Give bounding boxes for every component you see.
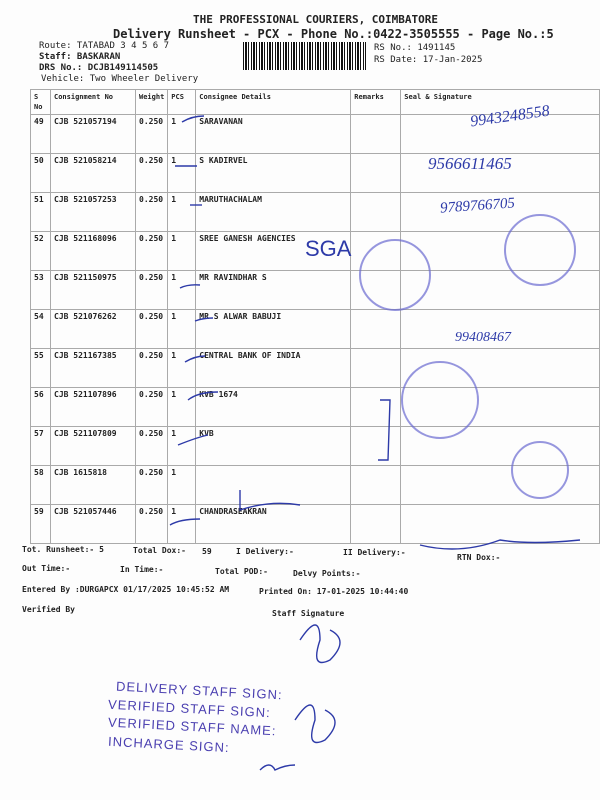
row-seal-signature — [401, 271, 600, 310]
rs-no: RS No.: 1491145 — [374, 43, 456, 53]
col-consignment: Consignment No — [51, 90, 136, 115]
handwritten-phone-4: 99408467 — [455, 330, 511, 345]
company-name: THE PROFESSIONAL COURIERS, COIMBATORE — [193, 13, 439, 26]
runsheet-title: Delivery Runsheet - PCX - Phone No.:0422-3505555 - Page No.:5 — [113, 27, 554, 41]
col-consignee: Consignee Details — [196, 90, 351, 115]
stamp-verified-staff-name: VERIFIED STAFF NAME: — [107, 714, 277, 739]
table-row — [31, 154, 600, 193]
total-dox: Total Dox:- — [133, 546, 186, 555]
table-row — [31, 466, 600, 505]
row-consignment-no: CJB 521057253 — [51, 193, 136, 232]
row-consignee: MR RAVINDHAR S — [196, 271, 351, 310]
in-time: In Time:- — [120, 565, 164, 574]
row-remarks — [351, 115, 401, 154]
rs-date: RS Date: 17-Jan-2025 — [374, 55, 483, 65]
row-consignee: CENTRAL BANK OF INDIA — [196, 349, 351, 388]
row-remarks — [351, 427, 401, 466]
col-remarks: Remarks — [351, 90, 401, 115]
row-seal-signature — [401, 349, 600, 388]
row-consignee: MARUTHACHALAM — [196, 193, 351, 232]
tot-runsheet: Tot. Runsheet:- 5 — [22, 545, 104, 554]
row-weight: 0.250 — [136, 427, 168, 466]
handwritten-phone-1: 9943248558 — [469, 102, 551, 131]
row-weight: 0.250 — [136, 154, 168, 193]
row-consignee: SREE GANESH AGENCIES — [196, 232, 351, 271]
verified-by: Verified By — [22, 605, 75, 614]
row-remarks — [351, 232, 401, 271]
barcode — [243, 42, 366, 70]
row-sno: 58 — [31, 466, 51, 505]
staff: Staff: BASKARAN — [39, 52, 121, 62]
stamp-incharge-sign: INCHARGE SIGN: — [107, 733, 230, 756]
row-weight: 0.250 — [136, 271, 168, 310]
row-consignment-no: CJB 521150975 — [51, 271, 136, 310]
row-consignee: S KADIRVEL — [196, 154, 351, 193]
row-consignee: KVB 1674 — [196, 388, 351, 427]
row-consignee — [196, 466, 351, 505]
row-consignment-no: CJB 521076262 — [51, 310, 136, 349]
row-seal-signature — [401, 505, 600, 544]
stamp-delivery-staff-sign: DELIVERY STAFF SIGN: — [115, 678, 283, 703]
row-weight: 0.250 — [136, 193, 168, 232]
handwritten-phone-3: 9789766705 — [439, 195, 516, 217]
total-pod: Total POD:- — [215, 567, 268, 576]
row-seal-signature — [401, 427, 600, 466]
row-seal-signature — [401, 232, 600, 271]
row-remarks — [351, 154, 401, 193]
row-remarks — [351, 310, 401, 349]
row-consignment-no: CJB 521167385 — [51, 349, 136, 388]
row-weight: 0.250 — [136, 115, 168, 154]
col-seal: Seal & Signature — [401, 90, 600, 115]
total-dox-value: 59 — [202, 547, 212, 556]
entered-by: Entered By :DURGAPCX 01/17/2025 10:45:52 AM — [22, 585, 230, 594]
row-weight: 0.250 — [136, 232, 168, 271]
row-sno: 57 — [31, 427, 51, 466]
row-consignment-no: CJB 1615818 — [51, 466, 136, 505]
row-remarks — [351, 349, 401, 388]
row-consignment-no: CJB 521107896 — [51, 388, 136, 427]
row-consignment-no: CJB 521057446 — [51, 505, 136, 544]
row-pcs: 1 — [168, 388, 196, 427]
row-sno: 52 — [31, 232, 51, 271]
row-weight: 0.250 — [136, 466, 168, 505]
table-row — [31, 310, 600, 349]
col-weight: Weight — [136, 90, 168, 115]
row-pcs: 1 — [168, 505, 196, 544]
row-pcs: 1 — [168, 349, 196, 388]
row-pcs: 1 — [168, 427, 196, 466]
row-pcs: 1 — [168, 271, 196, 310]
handwritten-phone-2: 9566611465 — [428, 154, 512, 173]
staff-signature-label: Staff Signature — [272, 609, 345, 618]
row-consignment-no: CJB 521058214 — [51, 154, 136, 193]
route: Route: TATABAD 3 4 5 6 7 — [39, 41, 170, 51]
row-sno: 59 — [31, 505, 51, 544]
row-pcs: 1 — [168, 193, 196, 232]
row-pcs: 1 — [168, 232, 196, 271]
row-sno: 55 — [31, 349, 51, 388]
table-row — [31, 427, 600, 466]
row-remarks — [351, 193, 401, 232]
table-row — [31, 388, 600, 427]
stamp-verified-staff-sign: VERIFIED STAFF SIGN: — [107, 696, 272, 721]
table-row — [31, 271, 600, 310]
row-weight: 0.250 — [136, 388, 168, 427]
drs-no: DRS No.: DCJB149114505 — [39, 63, 159, 73]
row-sno: 54 — [31, 310, 51, 349]
row-consignee: KVB — [196, 427, 351, 466]
row-consignment-no: CJB 521057194 — [51, 115, 136, 154]
table-row — [31, 349, 600, 388]
row-weight: 0.250 — [136, 505, 168, 544]
table-row — [31, 505, 600, 544]
row-weight: 0.250 — [136, 349, 168, 388]
row-consignee: SARAVANAN — [196, 115, 351, 154]
row-pcs: 1 — [168, 154, 196, 193]
row-weight: 0.250 — [136, 310, 168, 349]
row-sno: 56 — [31, 388, 51, 427]
ii-delivery: II Delivery:- — [343, 548, 406, 557]
row-pcs: 1 — [168, 310, 196, 349]
row-seal-signature — [401, 388, 600, 427]
row-remarks — [351, 466, 401, 505]
row-sno: 50 — [31, 154, 51, 193]
vehicle: Vehicle: Two Wheeler Delivery — [41, 74, 199, 84]
row-remarks — [351, 505, 401, 544]
row-consignee: MR S ALWAR BABUJI — [196, 310, 351, 349]
delvy-points: Delvy Points:- — [293, 569, 361, 578]
row-seal-signature — [401, 466, 600, 505]
row-sno: 49 — [31, 115, 51, 154]
row-consignment-no: CJB 521168096 — [51, 232, 136, 271]
col-sno: S No — [31, 90, 51, 115]
printed-on: Printed On: 17-01-2025 10:44:40 — [259, 587, 409, 596]
row-remarks — [351, 271, 401, 310]
runsheet-table — [30, 89, 600, 544]
row-consignment-no: CJB 521107809 — [51, 427, 136, 466]
out-time: Out Time:- — [22, 564, 71, 573]
col-pcs: PCS — [168, 90, 196, 115]
row-sno: 53 — [31, 271, 51, 310]
rtn-dox: RTN Dox:- — [457, 553, 501, 562]
row-remarks — [351, 388, 401, 427]
handwritten-sga: SGA — [305, 236, 352, 261]
row-consignee: CHANDRASEAKRAN — [196, 505, 351, 544]
row-sno: 51 — [31, 193, 51, 232]
row-pcs: 1 — [168, 466, 196, 505]
row-pcs: 1 — [168, 115, 196, 154]
i-delivery: I Delivery:- — [236, 547, 294, 556]
